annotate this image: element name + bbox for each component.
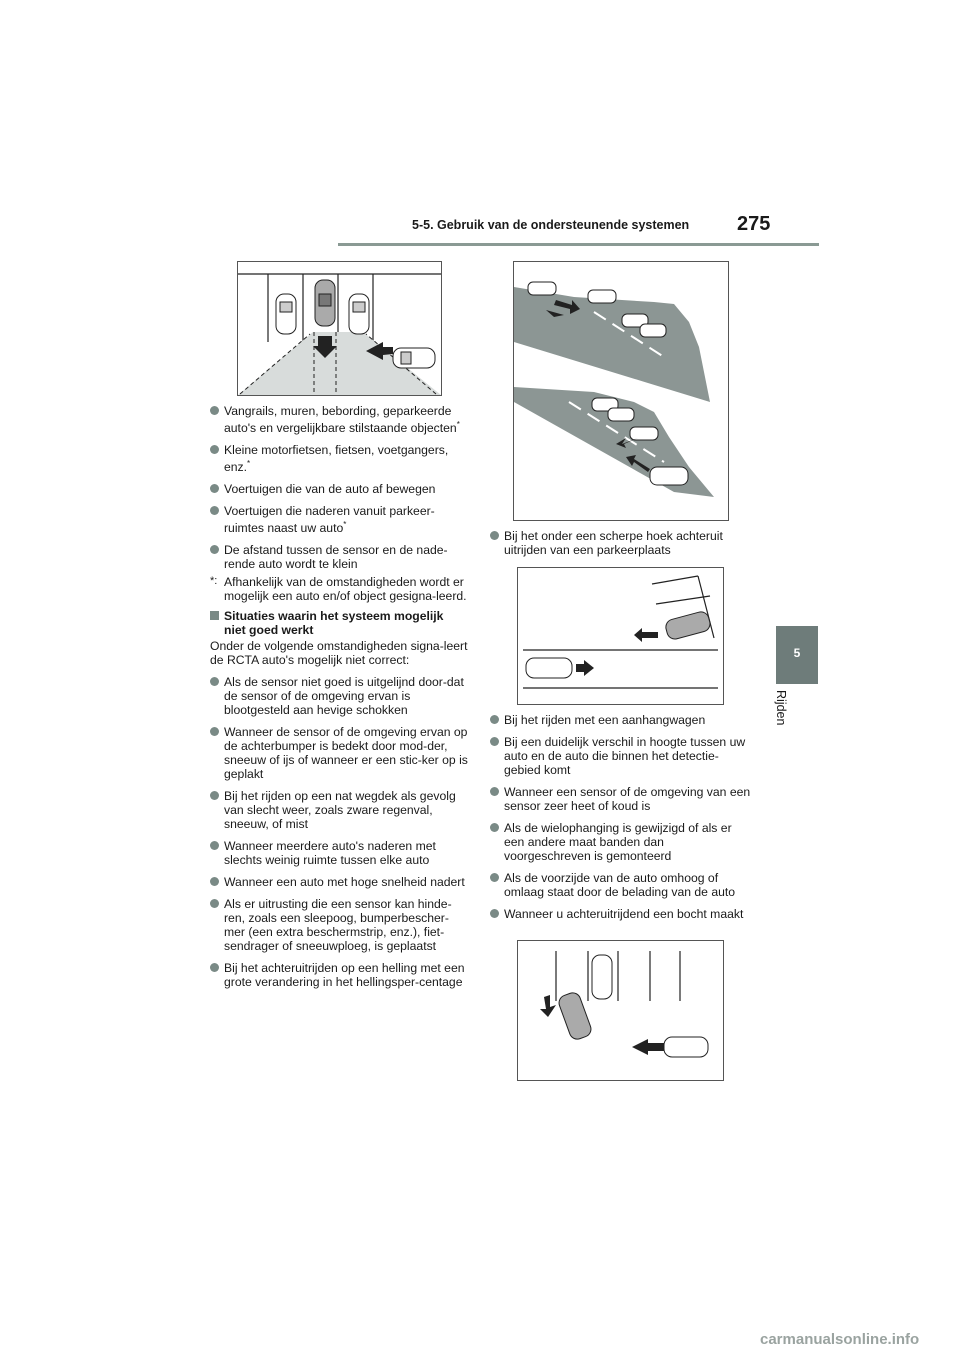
watermark: carmanualsonline.info (760, 1331, 920, 1348)
list-item: Bij het achteruitrijden op een helling met een grote verandering in het hellingsper-centage (210, 961, 468, 989)
list-item: Voertuigen die naderen vanuit parkeer-ruimtes naast uw auto* (210, 504, 468, 535)
left-column (210, 404, 468, 997)
list-item: Wanneer een sensor of de omgeving van een sensor zeer heet of koud is (490, 785, 752, 813)
list-item: Wanneer een auto met hoge snelheid nadert (210, 875, 468, 889)
chapter-tab[interactable]: 5 (776, 626, 818, 684)
arrow-left-icon (632, 1039, 664, 1055)
chapter-label: Rijden (774, 690, 788, 726)
list-item: Bij het rijden met een aanhangwagen (490, 713, 752, 727)
figure-reversing-curve (517, 940, 724, 1081)
section-title: Situaties waarin het systeem mogelijk niet goed werkt (210, 609, 468, 637)
reversing-curve-illustration (518, 941, 723, 1080)
right-column-top (490, 529, 752, 565)
car-icon-parked (592, 955, 612, 999)
list-item: De afstand tussen de sensor en de nade-rende auto wordt te klein (210, 543, 468, 571)
list-item: Wanneer meerdere auto's naderen met slechts weinig ruimte tussen elke auto (210, 839, 468, 867)
list-item: Bij het rijden op een nat wegdek als gevolg van slecht weer, zoals zware regenval, sneeuw, of mist (210, 789, 468, 831)
intro-paragraph: Onder de volgende omstandigheden signa-leert de RCTA auto's mogelijk niet correct: (210, 639, 468, 667)
list-item: Bij een duidelijk verschil in hoogte tussen uw auto en de auto die binnen het detectie-gebied komt (490, 735, 752, 777)
car-icon-center (315, 280, 335, 326)
page-number: 275 (737, 213, 771, 235)
list-item: Kleine motorfietsen, fietsen, voetgangers, enz.* (210, 443, 468, 474)
footnote: *: Afhankelijk van de omstandigheden wordt er mogelijk een auto en/of object gesigna-leerd. (210, 575, 467, 603)
list-item: Bij het onder een scherpe hoek achteruit uitrijden van een parkeerplaats (490, 529, 752, 557)
figure-slope (513, 261, 729, 521)
car-icon-left (276, 294, 296, 334)
car-icon-exiting (664, 610, 712, 641)
list-item: Voertuigen die van de auto af bewegen (210, 482, 468, 496)
parking-detection-illustration (238, 262, 441, 395)
list-item: Als er uitrusting die een sensor kan hinde-ren, zoals een sleepoog, bumperbescher-mer (een extra beschermstrip, enz.), fiet-sendrager of sneeuwploeg, is geplaatst (210, 897, 468, 953)
list-item: Wanneer de sensor of de omgeving ervan op de achterbumper is bedekt door mod-der, sneeuw of ijs of wanneer er een stic-ker op is geplakt (210, 725, 468, 781)
right-column-bottom (490, 713, 752, 929)
section-header: 5-5. Gebruik van de ondersteunende systemen (412, 218, 690, 232)
slope-illustration (514, 262, 728, 520)
list-item: Als de voorzijde van de auto omhoog of omlaag staat door de belading van de auto (490, 871, 752, 899)
list-item: Wanneer u achteruitrijdend een bocht maakt (490, 907, 752, 921)
header-rule (338, 243, 819, 246)
car-icon-passing (526, 658, 572, 678)
list-item: Vangrails, muren, bebording, geparkeerde auto's en vergelijkbare stilstaande objecten* (210, 404, 468, 435)
figure-parking-detection (237, 261, 442, 396)
arrow-down-icon (540, 995, 556, 1017)
car-icon-approaching (664, 1037, 708, 1057)
figure-angled-exit (517, 567, 724, 705)
car-icon-right (349, 294, 369, 334)
list-item: Als de sensor niet goed is uitgelijnd door-dat de sensor of de omgeving ervan is blootgesteld aan hevige schokken (210, 675, 468, 717)
arrow-left-icon (634, 628, 658, 642)
car-icon-crossing (393, 348, 435, 368)
angled-exit-illustration (518, 568, 723, 704)
list-item: Als de wielophanging is gewijzigd of als er een andere maat banden dan voorgeschreven is gemonteerd (490, 821, 752, 863)
arrow-right-icon (576, 660, 594, 676)
